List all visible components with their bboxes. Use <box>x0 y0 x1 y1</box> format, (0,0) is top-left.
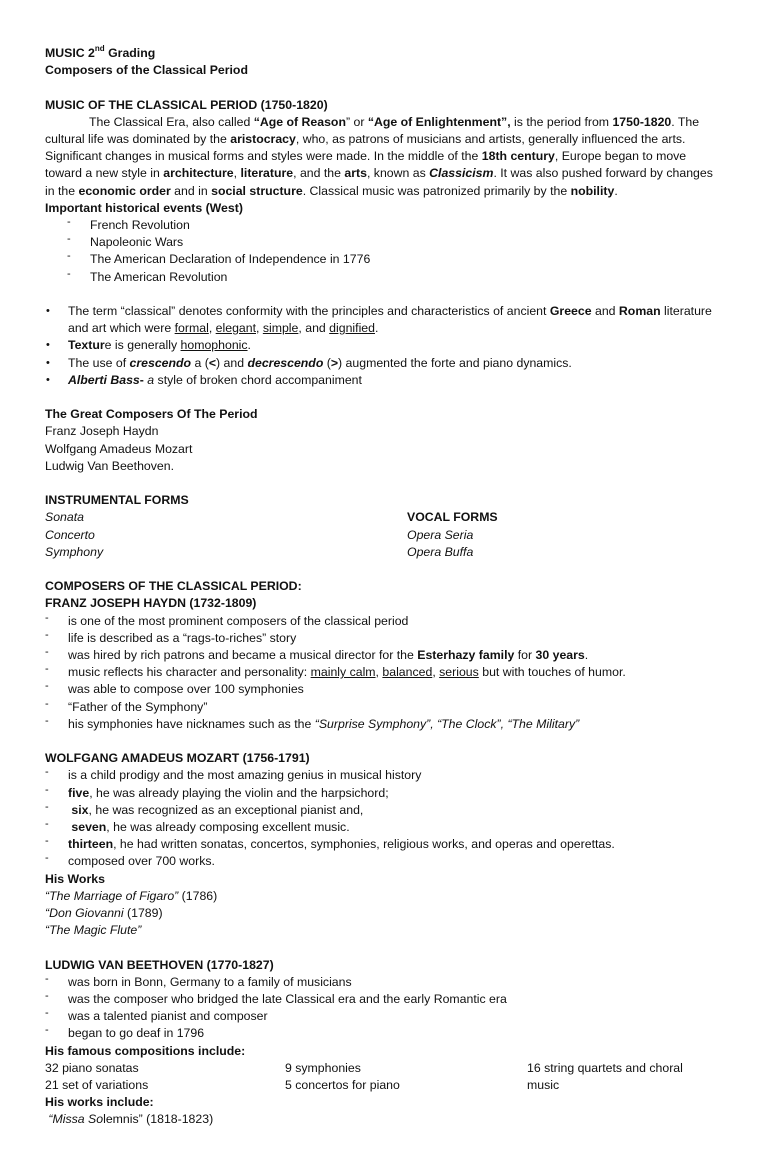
events-list <box>45 217 725 286</box>
composition-item: 32 piano sonatas <box>45 1060 139 1075</box>
classical-heading: MUSIC OF THE CLASSICAL PERIOD (1750-1820) <box>45 97 328 112</box>
beethoven-compositions <box>45 1060 725 1094</box>
list-item: - was hired by rich patrons and became a musical director for the Esterhazy family for 30 years. <box>45 646 589 663</box>
list-item: • Alberti Bass- a style of broken chord accompaniment <box>46 372 362 387</box>
list-item: - was a talented pianist and composer <box>45 1007 268 1024</box>
beethoven-works-heading: His works include: <box>45 1095 154 1110</box>
mozart-works-heading: His Works <box>45 871 105 886</box>
document-title <box>45 45 725 62</box>
composer-name: Ludwig Van Beethoven. <box>45 458 174 473</box>
forms-table <box>45 492 725 561</box>
list-item: - “Father of the Symphony” <box>45 697 208 714</box>
list-item: - is one of the most prominent composers of the classical period <box>45 611 409 628</box>
title-music: MUSIC 2 <box>45 46 95 60</box>
list-item: - music reflects his character and personality: mainly calm, balanced, serious but with touches of humor. <box>45 663 626 680</box>
instrumental-form: Sonata <box>45 510 84 525</box>
mozart-heading: WOLFGANG AMADEUS MOZART (1756-1791) <box>45 751 310 766</box>
beethoven-list <box>45 974 725 1043</box>
list-item: • The term “classical” denotes conformity with the principles and characteristics of ancient Greece and Roman literature and art which were formal, elegant, simple, and dignified. <box>46 304 712 336</box>
instrumental-forms-heading: INSTRUMENTAL FORMS <box>45 493 189 508</box>
list-item: - his symphonies have nicknames such as the “Surprise Symphony”, “The Clock”, “The Military” <box>45 714 580 731</box>
document-subtitle: Composers of the Classical Period <box>45 63 248 78</box>
composition-item: 21 set of variations <box>45 1078 149 1093</box>
composers-heading: COMPOSERS OF THE CLASSICAL PERIOD: <box>45 579 302 594</box>
mozart-work: “The Marriage of Figaro” (1786) <box>45 888 218 903</box>
composition-item: music <box>527 1078 560 1093</box>
list-item: - five, he was already playing the violin and the harpsichord; <box>45 783 389 800</box>
list-item: - was the composer who bridged the late Classical era and the early Romantic era <box>45 990 507 1007</box>
list-item: - began to go deaf in 1796 <box>45 1024 205 1041</box>
beethoven-heading: LUDWIG VAN BEETHOVEN (1770-1827) <box>45 957 274 972</box>
list-item: - six, he was recognized as an exceptional pianist and, <box>45 800 364 817</box>
list-item: - was born in Bonn, Germany to a family of musicians <box>45 972 352 989</box>
classical-paragraph: The Classical Era, also called “Age of Reason” or “Age of Enlightenment”, is the period from 1750-1820. The cultural life was dominated by the aristocracy, who, as patrons of musicians and artists, generally influenced the arts. Significant changes in musical forms and styles were made. In the middle of the 18th century, Europe began to move toward a new style in architecture, literature, and the arts, known as Classicism. It was also pushed forward by changes in the economic order and in social structure. Classical music was patronized primarily by the nobility. <box>45 114 713 198</box>
list-item: - life is described as a “rags-to-riches” story <box>45 628 297 645</box>
list-item: - thirteen, he had written sonatas, concertos, symphonies, religious works, and operas and operettas. <box>45 835 615 852</box>
beethoven-work: “Missa Solemnis” (1818-1823) <box>48 1112 214 1127</box>
instrumental-form: Concerto <box>45 527 95 542</box>
list-item: - was able to compose over 100 symphonies <box>45 680 304 697</box>
list-item: - is a child prodigy and the most amazing genius in musical history <box>45 766 422 783</box>
mozart-list <box>45 767 725 870</box>
haydn-list <box>45 613 725 733</box>
haydn-heading: FRANZ JOSEPH HAYDN (1732-1809) <box>45 596 257 611</box>
list-item: • Texture is generally homophonic. <box>46 338 251 353</box>
list-item: - The American Revolution <box>67 267 228 284</box>
title-grading: Grading <box>104 46 156 60</box>
list-item: - French Revolution <box>67 216 190 233</box>
composition-item: 9 symphonies <box>285 1060 361 1075</box>
list-item: - seven, he was already composing excellent music. <box>45 818 350 835</box>
list-item: • The use of crescendo a (<) and decrescendo (>) augmented the forte and piano dynamics. <box>46 355 572 370</box>
list-item: - The American Declaration of Independence in 1776 <box>67 250 371 267</box>
classical-bullets <box>45 303 725 389</box>
vocal-forms-heading: VOCAL FORMS <box>407 510 498 525</box>
beethoven-famous-heading: His famous compositions include: <box>45 1043 246 1058</box>
instrumental-form: Symphony <box>45 544 104 559</box>
mozart-work: “The Magic Flute” <box>45 923 142 938</box>
great-composers-heading: The Great Composers Of The Period <box>45 407 258 422</box>
composer-name: Wolfgang Amadeus Mozart <box>45 441 193 456</box>
vocal-form: Opera Buffa <box>407 544 474 559</box>
title-superscript: nd <box>94 43 105 53</box>
composition-item: 16 string quartets and choral <box>527 1060 683 1075</box>
events-heading: Important historical events (West) <box>45 200 243 215</box>
mozart-work: “Don Giovanni (1789) <box>45 906 163 921</box>
list-item: - composed over 700 works. <box>45 852 215 869</box>
list-item: - Napoleonic Wars <box>67 233 184 250</box>
composition-item: 5 concertos for piano <box>285 1078 400 1093</box>
vocal-form: Opera Seria <box>407 527 474 542</box>
document-page <box>45 45 725 1129</box>
composer-name: Franz Joseph Haydn <box>45 424 159 439</box>
